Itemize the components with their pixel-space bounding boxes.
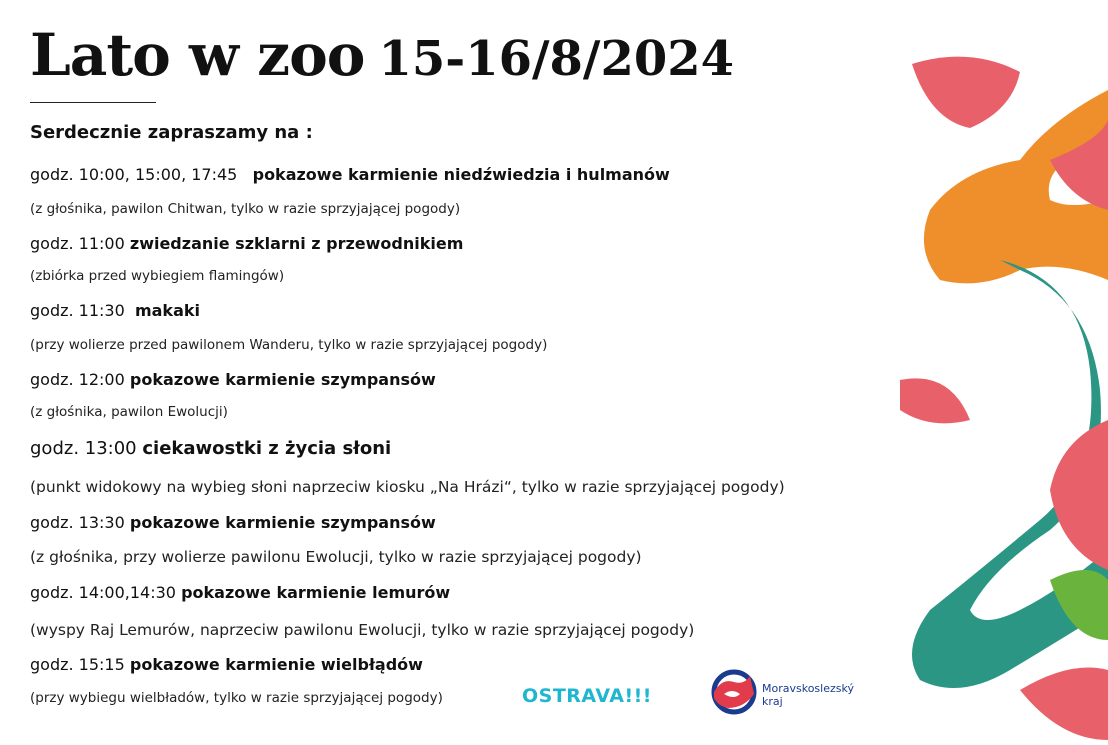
moravskoslezsky-kraj-logo: [710, 668, 870, 718]
event-note: (z głośnika, przy wolierze pawilonu Ewolucji, tylko w razie sprzyjającej pogody): [30, 548, 642, 566]
region-name-line: Moravskoslezský: [762, 682, 854, 695]
red-leaf-middle: [900, 378, 970, 423]
page-title: [30, 18, 734, 96]
event-note: (zbiórka przed wybiegiem flamingów): [30, 268, 285, 284]
event-name: pokazowe karmienie lemurów: [181, 583, 451, 602]
red-leaf-top: [912, 57, 1020, 128]
event-note: (punkt widokowy na wybieg słoni naprzeciw kiosku „Na Hrázi“, tylko w razie sprzyjającej pogody): [30, 478, 785, 496]
region-emblem-icon: [710, 668, 760, 718]
event-time: godz. 14:00,14:30: [30, 583, 176, 602]
schedule-item-time: [30, 437, 391, 461]
event-time: godz. 10:00, 15:00, 17:45: [30, 165, 238, 184]
red-leaf-bottom: [1020, 668, 1108, 741]
event-name: pokazowe karmienie niedźwiedzia i hulmanów: [252, 165, 670, 184]
event-note: (z głośnika, pawilon Ewolucji): [30, 404, 228, 420]
decorative-leaf-pattern: [900, 50, 1108, 745]
event-name: ciekawostki z życia słoni: [142, 438, 392, 459]
event-name: pokazowe karmienie wielbłądów: [129, 655, 423, 674]
event-note: (przy wybiegu wielbładów, tylko w razie sprzyjającej pogody): [30, 690, 443, 706]
event-time: godz. 11:30: [30, 301, 125, 320]
schedule-item-time: [30, 512, 436, 534]
event-time: godz. 12:00: [30, 370, 125, 389]
event-name: pokazowe karmienie szympansów: [129, 513, 436, 532]
event-date: 15-16/8/2024: [378, 31, 735, 87]
region-name: [762, 682, 854, 708]
event-time: godz. 15:15: [30, 655, 125, 674]
schedule-item-time: [30, 582, 450, 604]
schedule-item-time: [30, 369, 436, 391]
ostrava-logo: OSTRAVA!!!: [522, 685, 652, 707]
title-text: Lato w zoo: [30, 21, 365, 89]
event-name: makaki: [134, 301, 200, 320]
schedule-item-time: [30, 300, 200, 322]
event-note: (wyspy Raj Lemurów, naprzeciw pawilonu Ewolucji, tylko w razie sprzyjającej pogody): [30, 621, 695, 639]
red-swirl-lower: [1050, 420, 1108, 570]
schedule-item-time: [30, 233, 463, 255]
event-note: (przy wolierze przed pawilonem Wanderu, tylko w razie sprzyjającej pogody): [30, 337, 548, 353]
invitation-text: Serdecznie zapraszamy na :: [30, 122, 313, 143]
schedule-item-time: [30, 164, 670, 186]
event-note: (z głośnika, pawilon Chitwan, tylko w razie sprzyjającej pogody): [30, 201, 461, 217]
event-name: zwiedzanie szklarni z przewodnikiem: [129, 234, 464, 253]
region-name-line: kraj: [762, 695, 783, 708]
title-underline: [30, 102, 156, 103]
event-name: pokazowe karmienie szympansów: [129, 370, 436, 389]
event-time: godz. 13:00: [30, 438, 137, 459]
event-time: godz. 11:00: [30, 234, 125, 253]
schedule-item-time: [30, 654, 423, 676]
event-time: godz. 13:30: [30, 513, 125, 532]
